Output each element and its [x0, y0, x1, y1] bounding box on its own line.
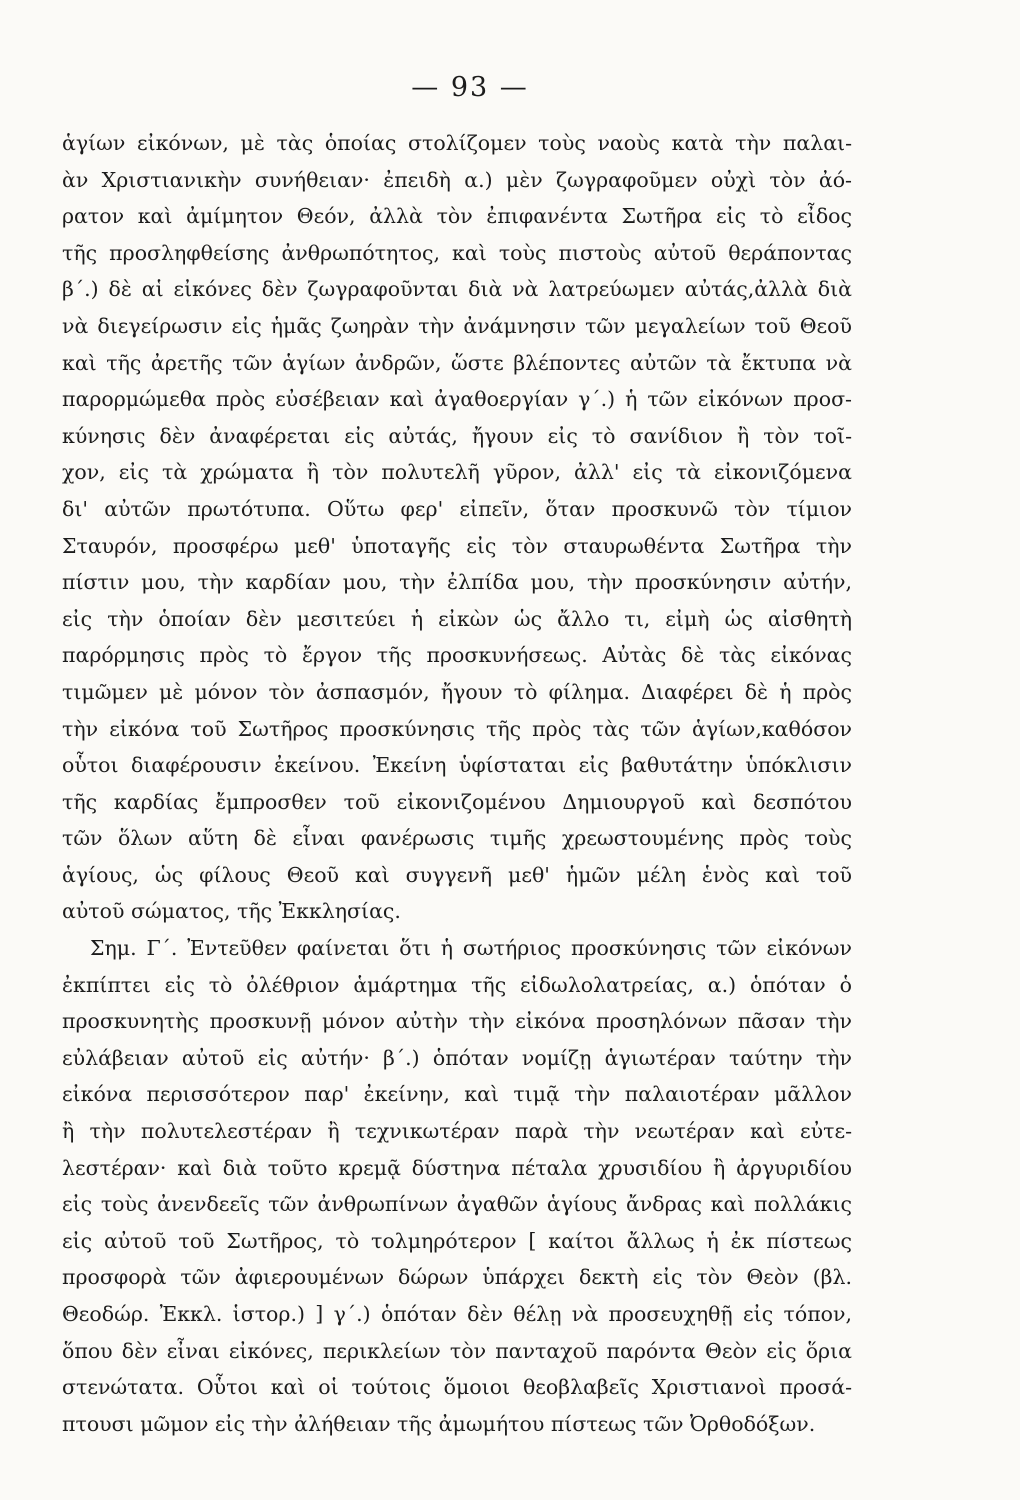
- text-line: προσκυνητὴς προσκυνῇ μόνον αὐτὴν τὴν εἰκόνα προσηλόνων πᾶσαν τὴν: [62, 1009, 852, 1034]
- text-line: στενώτατα. Οὗτοι καὶ οἱ τούτοις ὅμοιοι θεοβλαβεῖς Χριστιανοὶ προσά-: [62, 1375, 852, 1400]
- text-line: Σταυρόν, προσφέρω μεθ' ὑποταγῆς εἰς τὸν σταυρωθέντα Σωτῆρα τὴν: [62, 533, 852, 558]
- text-line: ἁγίους, ὡς φίλους Θεοῦ καὶ συγγενῆ μεθ' ἡμῶν μέλη ἑνὸς καὶ τοῦ: [62, 862, 852, 887]
- text-line: τῆς καρδίας ἔμπροσθεν τοῦ εἰκονιζομένου Δημιουργοῦ καὶ δεσπότου: [62, 789, 852, 814]
- text-line: ὰν Χριστιανικὴν συνήθειαν· ἐπειδὴ α.) μὲν ζωγραφοῦμεν οὐχὶ τὸν ἀό-: [62, 167, 852, 192]
- text-line: εἰς τοὺς ἀνενδεεῖς τῶν ἀνθρωπίνων ἀγαθῶν ἁγίους ἄνδρας καὶ πολλάκις: [62, 1192, 852, 1217]
- text-line: νὰ διεγείρωσιν εἰς ἡμᾶς ζωηρὰν τὴν ἀνάμνησιν τῶν μεγαλείων τοῦ Θεοῦ: [62, 313, 852, 338]
- text-line: δι' αὐτῶν πρωτότυπα. Οὕτω φερ' εἰπεῖν, ὅταν προσκυνῶ τὸν τίμιον: [62, 496, 852, 521]
- text-line: εἰς αὐτοῦ τοῦ Σωτῆρος, τὸ τολμηρότερον [ καίτοι ἄλλως ἡ ἐκ πίστεως: [62, 1228, 852, 1253]
- text-line: τιμῶμεν μὲ μόνον τὸν ἀσπασμόν, ἤγουν τὸ φίλημα. Διαφέρει δὲ ἡ πρὸς: [62, 679, 852, 704]
- text-line: αὐτοῦ σώματος, τῆς Ἐκκλησίας.: [62, 899, 401, 924]
- text-line: ἢ τὴν πολυτελεστέραν ἢ τεχνικωτέραν παρὰ τὴν νεωτέραν καὶ εὐτε-: [62, 1119, 852, 1144]
- text-line: τῆς προσληφθείσης ἀνθρωπότητος, καὶ τοὺς πιστοὺς αὐτοῦ θεράποντας: [62, 240, 852, 265]
- text-line: κύνησις δὲν ἀναφέρεται εἰς αὐτάς, ἤγουν εἰς τὸ σανίδιον ἢ τὸν τοῖ-: [62, 423, 852, 448]
- text-line: ἐκπίπτει εἰς τὸ ὀλέθριον ἁμάρτημα τῆς εἰδωλολατρείας, α.) ὁπόταν ὁ: [62, 972, 852, 997]
- text-line: χον, εἰς τὰ χρώματα ἢ τὸν πολυτελῆ γῦρον, ἀλλ' εἰς τὰ εἰκονιζόμενα: [62, 460, 852, 485]
- text-line: προσφορὰ τῶν ἀφιερουμένων δώρων ὑπάρχει δεκτὴ εἰς τὸν Θεὸν (βλ.: [62, 1265, 852, 1290]
- page-number: — 93 —: [411, 72, 529, 103]
- text-line: εἰς τὴν ὁποίαν δὲν μεσιτεύει ἡ εἰκὼν ὡς ἄλλο τι, εἰμὴ ὡς αἰσθητὴ: [62, 606, 852, 631]
- text-line: καὶ τῆς ἀρετῆς τῶν ἁγίων ἀνδρῶν, ὥστε βλέποντες αὐτῶν τὰ ἔκτυπα νὰ: [62, 350, 852, 375]
- text-line: λεστέραν· καὶ διὰ τοῦτο κρεμᾷ δύστηνα πέταλα χρυσιδίου ἢ ἀργυριδίου: [62, 1155, 852, 1180]
- body-text: [62, 125, 852, 1442]
- text-line: ρατον καὶ ἀμίμητον Θεόν, ἀλλὰ τὸν ἐπιφανέντα Σωτῆρα εἰς τὸ εἶδος: [62, 204, 852, 229]
- text-line: β΄.) δὲ αἱ εἰκόνες δὲν ζωγραφοῦνται διὰ νὰ λατρεύωμεν αὐτάς,ἀλλὰ διὰ: [62, 277, 852, 302]
- text-line: τῶν ὅλων αὕτη δὲ εἶναι φανέρωσις τιμῆς χρεωστουμένης πρὸς τοὺς: [62, 826, 852, 851]
- text-line: παρορμώμεθα πρὸς εὐσέβειαν καὶ ἀγαθοεργίαν γ΄.) ἡ τῶν εἰκόνων προσ-: [62, 387, 852, 412]
- text-line: Σημ. Γ΄. Ἐντεῦθεν φαίνεται ὅτι ἡ σωτήριος προσκύνησις τῶν εἰκόνων: [90, 936, 852, 961]
- text-line: Θεοδώρ. Ἐκκλ. ἱστορ.) ] γ΄.) ὁπόταν δὲν θέλῃ νὰ προσευχηθῇ εἰς τόπον,: [62, 1302, 852, 1326]
- text-line: τὴν εἰκόνα τοῦ Σωτῆρος προσκύνησις τῆς πρὸς τὰς τῶν ἁγίων,καθόσον: [62, 716, 852, 741]
- text-line: ὅπου δὲν εἶναι εἰκόνες, περικλείων τὸν πανταχοῦ παρόντα Θεὸν εἰς ὅρια: [62, 1338, 852, 1363]
- text-line: οὗτοι διαφέρουσιν ἐκείνου. Ἐκείνη ὑφίσταται εἰς βαθυτάτην ὑπόκλισιν: [62, 753, 852, 778]
- text-line: εὐλάβειαν αὐτοῦ εἰς αὐτήν· β΄.) ὁπόταν νομίζῃ ἁγιωτέραν ταύτην τὴν: [62, 1045, 852, 1070]
- text-line: πτουσι μῶμον εἰς τὴν ἀλήθειαν τῆς ἀμωμήτου πίστεως τῶν Ὀρθοδόξων.: [62, 1411, 816, 1436]
- text-line: πίστιν μου, τὴν καρδίαν μου, τὴν ἐλπίδα μου, τὴν προσκύνησιν αὐτήν,: [62, 570, 852, 595]
- text-line: ἁγίων εἰκόνων, μὲ τὰς ὁποίας στολίζομεν τοὺς ναοὺς κατὰ τὴν παλαι-: [62, 131, 852, 155]
- text-line: παρόρμησις πρὸς τὸ ἔργον τῆς προσκυνήσεως. Αὐτὰς δὲ τὰς εἰκόνας: [62, 643, 852, 668]
- text-line: εἰκόνα περισσότερον παρ' ἐκείνην, καὶ τιμᾷ τὴν παλαιοτέραν μᾶλλον: [62, 1082, 852, 1107]
